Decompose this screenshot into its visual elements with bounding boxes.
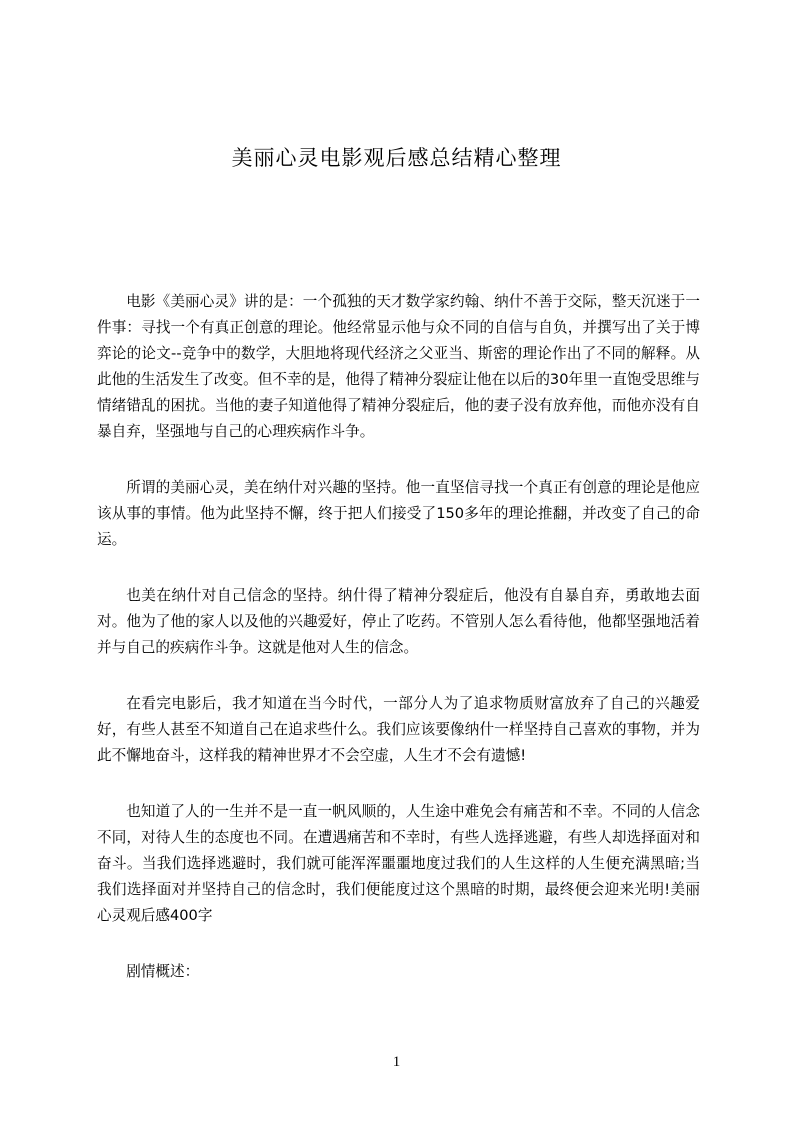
page-number: 1 <box>392 1054 401 1070</box>
paragraph-3: 也美在纳什对自己信念的坚持。纳什得了精神分裂症后，他没有自暴自弃，勇敢地去面对。他为了他的家人以及他的兴趣爱好，停止了吃药。不管别人怎么看待他，他都坚强地活着并与自己的疾病作斗争。这就是他对人生的信念。 <box>97 587 700 656</box>
document-body <box>97 289 700 1015</box>
paragraph-6: 剧情概述： <box>126 963 200 980</box>
paragraph-5: 也知道了人的一生并不是一直一帆风顺的，人生途中难免会有痛苦和不幸。不同的人信念不同，对待人生的态度也不同。在遭遇痛苦和不幸时，有些人选择逃避，有些人却选择面对和奋斗。当我们选择逃避时，我们就可能浑浑噩噩地度过我们的人生这样的人生便充满黑暗;当我们选择面对并坚持自己的信念时，我们便能度过这个黑暗的时期，最终便会迎来光明!美丽心灵观后感400字 <box>97 803 700 924</box>
paragraph-4: 在看完电影后，我才知道在当今时代，一部分人为了追求物质财富放弃了自己的兴趣爱好，有些人甚至不知道自己在追求些什么。我们应该要像纳什一样坚持自己喜欢的事物，并为此不懈地奋斗，这样我的精神世界才不会空虚，人生才不会有遗憾! <box>97 695 700 764</box>
paragraph-2: 所谓的美丽心灵，美在纳什对兴趣的坚持。他一直坚信寻找一个真正有创意的理论是他应该从事的事情。他为此坚持不懈，终于把人们接受了150多年的理论推翻，并改变了自己的命运。 <box>97 479 700 548</box>
paragraph-1: 电影《美丽心灵》讲的是：一个孤独的天才数学家约翰、纳什不善于交际，整天沉迷于一件事：寻找一个有真正创意的理论。他经常显示他与众不同的自信与自负，并撰写出了关于博弈论的论文--竞争中的数学，大胆地将现代经济之父亚当、斯密的理论作出了不同的解释。从此他的生活发生了改变。但不幸的是，他得了精神分裂症让他在以后的30年里一直饱受思维与情绪错乱的困扰。当他的妻子知道他得了精神分裂症后，他的妻子没有放弃他，而他亦没有自暴自弃，坚强地与自己的心理疾病作斗争。 <box>97 293 700 440</box>
document-title: 美丽心灵电影观后感总结精心整理 <box>231 146 562 170</box>
